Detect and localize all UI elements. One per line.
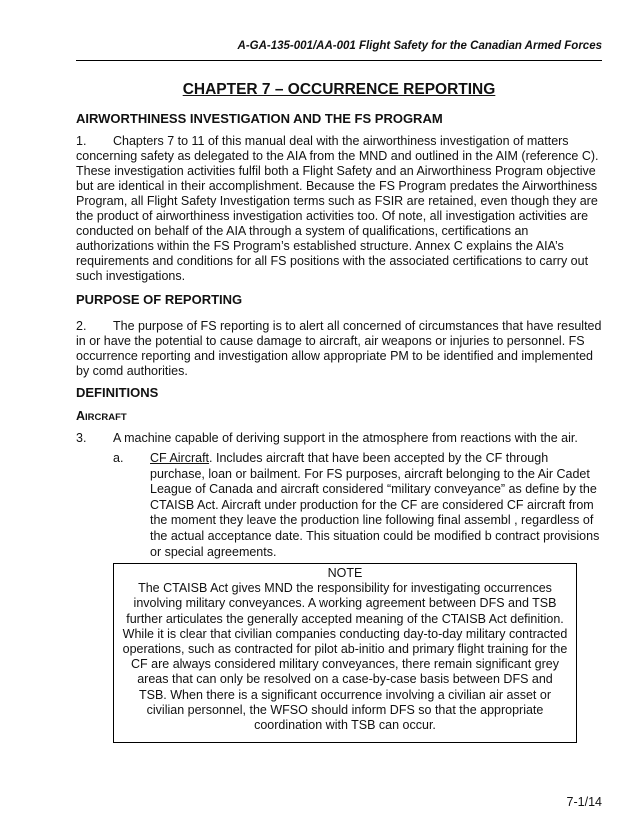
paragraph-number: 3. xyxy=(76,431,87,445)
paragraph-text: A machine capable of deriving support in the atmosphere from reactions with the air. xyxy=(113,431,578,445)
header-rule xyxy=(76,60,602,61)
paragraph-2 xyxy=(76,319,604,379)
chapter-title: CHAPTER 7 – OCCURRENCE REPORTING xyxy=(182,81,496,98)
paragraph-number: 2. xyxy=(76,319,87,333)
section-heading-definitions: DEFINITIONS xyxy=(76,385,159,400)
note-title: NOTE xyxy=(327,566,363,580)
page-number: 7-1/14 xyxy=(566,795,602,809)
paragraph-text: Chapters 7 to 11 of this manual deal with the airworthiness investigation of matters concerning safety as delegated to the AIA from the MND and outlined in the AIM (reference C). These investigation activities fulfil both a Flight Safety and an Airworthiness Program objective but are identical in their accomplishment. Because the FS Program predates the Airworthiness Program, all Flight Safety Investigation terms such as FSIR are retained, even though they are the product of airworthiness investigation activities too. Of note, all investigation activities are conducted on behalf of the AIA through a system of qualifications, certifications an authorizations within the FS Program’s established structure. Annex C explains the AIA’s requirements and conditions for all FS positions with the associated certifications to carry out such investigations. xyxy=(76,134,599,283)
paragraph-number: 1. xyxy=(76,134,87,148)
sub-item-text: . Includes aircraft that have been accepted by the CF through purchase, loan or bailment. For FS purposes, aircraft belonging to the Air Cadet League of Canada and aircraft considered “military conveyance” as define by the CTAISB Act. Aircraft under production for the CF are considered CF aircraft from the moment they leave the production line following final assembl , regardless of the actual acceptance date. This situation could be modified b contract provisions or special agreements. xyxy=(150,451,600,559)
paragraph-3 xyxy=(76,431,604,446)
section-heading-airworthiness: AIRWORTHINESS INVESTIGATION AND THE FS PROGRAM xyxy=(76,111,443,126)
paragraph-1 xyxy=(76,134,604,284)
sub-item-cf-aircraft xyxy=(150,451,602,560)
section-heading-purpose: PURPOSE OF REPORTING xyxy=(76,292,243,307)
running-header: A-GA-135-001/AA-001 Flight Safety for the Canadian Armed Forces xyxy=(237,40,602,52)
note-text: The CTAISB Act gives MND the responsibility for investigating occurrences involving military conveyances. A working agreement between DFS and TSB further articulates the generally accepted meaning of the CTAISB Act definition. While it is clear that civilian companies conducting day-to-day military contracted operations, such as contracted for pilot ab-initio and primary flight training for the CF are always considered military conveyances, there remain significant grey areas that can only be resolved on a case-by-case basis between DFS and TSB. When there is a significant occurrence involving a civilian air asset or civilian personnel, the WFSO should inform DFS so that the appropriate coordination with TSB can occur. xyxy=(122,581,568,733)
defined-term: CF Aircraft xyxy=(150,451,210,465)
sub-item-letter: a. xyxy=(113,451,124,465)
subheading-aircraft: AIRCRAFT xyxy=(76,409,127,423)
note-box xyxy=(113,563,577,743)
paragraph-text: The purpose of FS reporting is to alert all concerned of circumstances that have resulted in or have the potential to cause damage to aircraft, air weapons or injuries to personnel. FS occurrence reporting and investigation allow appropriate PM to be identified and implemented by comd authorities. xyxy=(76,319,602,378)
